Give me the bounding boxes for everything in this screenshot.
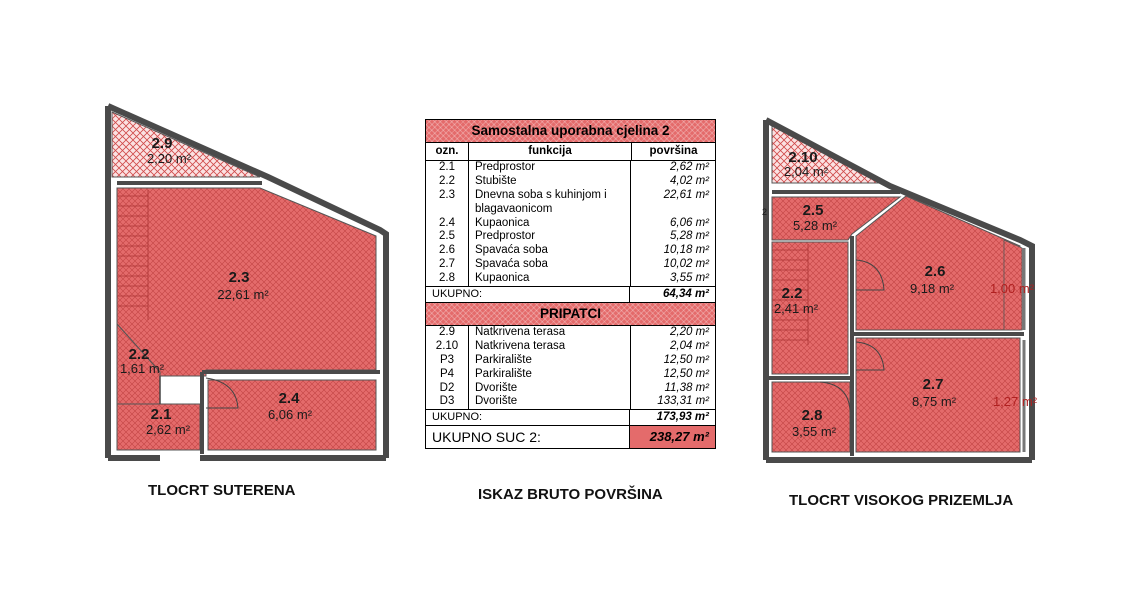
table-cell: 2,62 m² (670, 161, 709, 173)
table-row: D2 (439, 381, 455, 394)
table-cell: Kupaonica (475, 272, 530, 285)
table-cell: Kupaonica (475, 216, 530, 229)
label-balcony-1: 1,00 m² (989, 281, 1035, 296)
label-2-3-area: 22,61 m² (217, 287, 269, 302)
table-cell: Parkiralište (475, 367, 532, 380)
pripatci-subtotal-row (426, 409, 715, 425)
table-cell: Predprostor (475, 161, 536, 173)
table-row: 2.10 (435, 339, 459, 352)
table-cell: 5,28 m² (670, 230, 709, 243)
label-2-7-num: 2.7 (922, 376, 944, 393)
table-cell: Dvorište (475, 381, 518, 394)
table-row: 2.7 (439, 258, 455, 271)
subtotal-row (426, 286, 715, 302)
table-cell: Spavaća soba (475, 258, 548, 271)
caption-iskaz: ISKAZ BRUTO POVRŠINA (478, 486, 663, 503)
label-2-6-area: 9,18 m² (909, 281, 955, 296)
label-2-2-num: 2.2 (128, 346, 150, 363)
grand-total-row (426, 425, 715, 448)
label-2-10-area: 2,04 m² (783, 164, 829, 179)
label-2-8-num: 2.8 (801, 407, 823, 424)
label-2-2-area: 1,61 m² (119, 361, 165, 376)
label-2-6-num: 2.6 (924, 263, 946, 280)
label-2-5-num: 2.5 (802, 202, 824, 219)
subtotal-label: UKUPNO: (426, 287, 630, 302)
label-2-3-num: 2.3 (228, 269, 250, 286)
table-row: 2.1 (439, 161, 455, 173)
table-row: 2.9 (439, 326, 455, 339)
col-ozn: ozn. (426, 143, 469, 160)
subtotal-value: 64,34 m² (662, 288, 709, 301)
table-row: P4 (439, 367, 455, 380)
table-cell: 22,61 m² (663, 188, 709, 201)
table-cell: 10,18 m² (663, 244, 709, 257)
col-povrsina: površina (649, 145, 698, 157)
table-row: P3 (439, 353, 455, 366)
label-2-8-area: 3,55 m² (791, 424, 837, 439)
table-cell: 6,06 m² (670, 216, 709, 229)
table-row: 2.8 (439, 272, 455, 285)
table-title: Samostalna uporabna cjelina 2 (426, 120, 715, 143)
table-cell: 133,31 m² (657, 395, 709, 408)
table-cell: 3,55 m² (670, 272, 709, 285)
caption-prizemlja: TLOCRT VISOKOG PRIZEMLJA (789, 492, 1014, 509)
table-body (426, 161, 715, 286)
label-2-9-num: 2.9 (151, 135, 173, 152)
table-cell: 2,20 m² (670, 326, 709, 339)
edge-label: 2 (762, 207, 768, 217)
table-row: 2.6 (439, 244, 455, 257)
label-2-2-upper-num: 2.2 (781, 285, 803, 302)
table-row: 2.3 (439, 188, 455, 201)
table-row: 2.5 (439, 230, 455, 243)
grand-total-label: UKUPNO SUC 2: (426, 426, 630, 448)
col-funkcija: funkcija (469, 143, 632, 160)
table-row: D3 (439, 395, 455, 408)
table-cell: 12,50 m² (663, 353, 709, 366)
table-cell: 12,50 m² (663, 367, 709, 380)
label-2-4-num: 2.4 (278, 390, 300, 407)
table-row: 2.2 (439, 174, 455, 187)
table-cell: 11,38 m² (664, 381, 709, 394)
label-2-4-area: 6,06 m² (267, 407, 313, 422)
table-row: 2.4 (439, 216, 455, 229)
area-table (425, 119, 716, 449)
table-cell: 2,04 m² (670, 339, 709, 352)
table-cell: Spavaća soba (475, 244, 548, 257)
pripatci-subtotal-value: 173,93 m² (656, 411, 709, 424)
table-cell: Dvorište (475, 395, 518, 408)
caption-suterena: TLOCRT SUTERENA (148, 482, 296, 499)
table-header (426, 143, 715, 161)
table-cell: 10,02 m² (663, 258, 709, 271)
label-2-5-area: 5,28 m² (792, 218, 838, 233)
grand-total-value: 238,27 m² (630, 426, 715, 448)
label-2-7-area: 8,75 m² (911, 394, 957, 409)
label-balcony-2: 1,27 m² (992, 394, 1038, 409)
pripatci-body (426, 326, 715, 409)
table-cell: Parkiralište (475, 353, 532, 366)
room-2-9 (112, 112, 260, 177)
table-cell: 4,02 m² (670, 174, 709, 187)
label-2-1-area: 2,62 m² (145, 422, 191, 437)
label-2-1-num: 2.1 (150, 406, 172, 423)
label-2-10-num: 2.10 (788, 149, 818, 166)
table-cell: Predprostor (475, 230, 536, 243)
label-2-2-upper-area: 2,41 m² (773, 301, 819, 316)
label-2-9-area: 2,20 m² (146, 151, 192, 166)
pripatci-subtotal-label: UKUPNO: (426, 410, 630, 425)
pripatci-title: PRIPATCI (426, 302, 715, 326)
table-cell: Dnevna soba s kuhinjom i blagavaonicom (475, 188, 607, 215)
table-cell: Natkrivena terasa (475, 326, 566, 339)
table-cell: Stubište (475, 174, 517, 187)
table-cell: Natkrivena terasa (475, 339, 566, 352)
